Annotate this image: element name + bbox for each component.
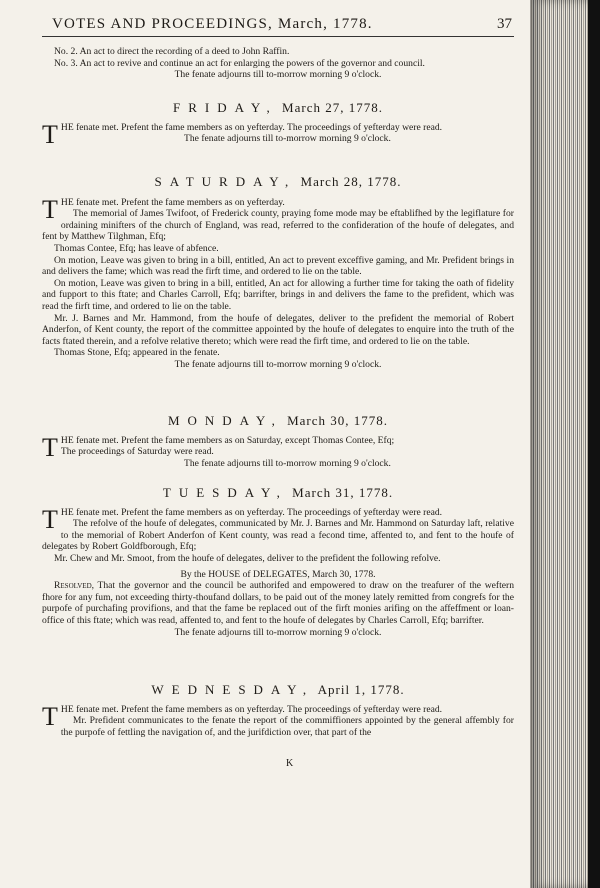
resolved-paragraph: Resolved, That the governor and the council be authorifed and empowered to draw on the treafurer of the weftern fhore for any fum, not exceeding thirty-thoufand dollars, to be paid out of the money lately remitted from congrefs for the purpofe of purchafing provifions, and that the fame be replaced out of the firft monies arifing on the affeffment or loan-office of this ftate; which was read, affented to, and fent to the houfe of delegates by Charles Carroll, Efq; barrifter. (42, 580, 514, 626)
paragraph: The refolve of the houfe of delegates, communicated by Mr. J. Barnes and Mr. Hammond on Saturday laft, relative to the memorial of Robert Anderfon of Kent county, was read a fecond time, affented to, and fent to the houfe of delegates by Robert Goldfborough, Efq; (42, 518, 514, 553)
drop-cap: T (42, 432, 58, 462)
adjourn-note: The fenate adjourns till to-morrow morning 9 o'clock. (174, 69, 382, 81)
resolved-word: Resolved, (54, 580, 95, 592)
saturday-section (42, 176, 514, 371)
day-heading (42, 415, 514, 427)
act-no-2: No. 2. An act to direct the recording of a deed to John Raffin. (54, 46, 290, 57)
drop-cap: T (42, 701, 58, 731)
day-heading (42, 102, 514, 114)
day-name: TUESDAY, (162, 485, 288, 500)
paragraph: Thomas Stone, Efq; appeared in the fenate. (54, 347, 220, 359)
friday-section (42, 100, 514, 149)
paragraph: The memorial of James Twifoot, of Frederick county, praying fome mode may be eftablifhed by the legiflature for ordaining minifters of the church of England, was read, referred to the confideration of the houfe of delegates, and fent by Matthew Tilghman, Efq; (42, 208, 514, 243)
paragraph: THE fenate met. Prefent the fame members as on yefterday. The proceedings of yefterday were read. (42, 701, 443, 731)
paragraph: THE fenate met. Prefent the fame members as on yefterday. The proceedings of yefterday were read. (42, 119, 443, 149)
day-heading (42, 487, 514, 499)
monday-section (42, 415, 514, 469)
header-title: VOTES AND PROCEEDINGS, March, 1778. (52, 16, 373, 32)
by-house-line: By the HOUSE of DELEGATES, March 30, 1778. (180, 568, 376, 580)
adjourn-note: The fenate adjourns till to-morrow morning 9 o'clock. (184, 133, 391, 145)
day-heading (42, 684, 514, 696)
paragraph: Mr. Prefident communicates to the fenate the report of the commiffioners appointed by the general affembly for the purpofe of fettling the navigation of, and the jurifdiction over, that part of the (60, 715, 514, 738)
day-date: March 30, 1778. (287, 413, 389, 428)
day-heading (42, 176, 514, 188)
top-acts (42, 46, 514, 81)
day-name: FRIDAY, (173, 100, 278, 115)
adjourn-note: The fenate adjourns till to-morrow morning 9 o'clock. (174, 626, 382, 638)
drop-cap: T (42, 119, 58, 149)
drop-cap: T (42, 194, 58, 224)
act-no-3: No. 3. An act to revive and continue an act for enlarging the powers of the governor and council. (54, 57, 425, 69)
page-number: 37 (497, 16, 512, 32)
adjourn-note: The fenate adjourns till to-morrow morning 9 o'clock. (184, 457, 391, 469)
running-header (42, 18, 514, 37)
day-date: March 31, 1778. (292, 485, 394, 500)
paragraph: Mr. J. Barnes and Mr. Hammond, from the houfe of delegates, deliver to the prefident the memorial of Robert Anderfon, of Kent county, the report of the committee appointed by the houfe of delegates to enquire into the truth of the facts ftated therein, and a refolve relative thereto; which were read the firft time, and ordered to lie on the table. (42, 312, 514, 347)
paragraph: On motion, Leave was given to bring in a bill, entitled, An act for allowing a further time for taking the oath of fidelity and fupport to this ftate; and Charles Carroll, Efq; barrifter, brings in and delivers the fame to the prefident, which was read the firft time, and ordered to lie on the table. (42, 277, 514, 312)
scan-border (588, 0, 600, 888)
paragraph: On motion, Leave was given to bring in a bill, entitled, An act to prevent exceffive gaming, and Mr. Prefident brings in and delivers the fame; which was read the firft time, and ordered to lie on the table. (42, 254, 514, 278)
day-name: SATURDAY, (154, 174, 297, 189)
adjourn-note: The fenate adjourns till to-morrow morning 9 o'clock. (174, 358, 382, 370)
day-name: MONDAY, (167, 413, 283, 428)
day-date: March 28, 1778. (300, 174, 402, 189)
paragraph: THE fenate met. Prefent the fame members as on yefterday. The proceedings of yefterday were read. (42, 504, 443, 534)
paragraph: THE fenate met. Prefent the fame members as on yefterday. (42, 194, 285, 224)
paragraph: THE fenate met. Prefent the fame members as on Saturday, except Thomas Contee, Efq; The proceedings of Saturday were read. (42, 432, 395, 462)
day-date: March 27, 1778. (282, 100, 383, 115)
signature-mark: K (286, 758, 294, 769)
drop-cap: T (42, 504, 58, 534)
day-date: April 1, 1778. (317, 682, 405, 697)
day-name: WEDNESDAY, (151, 682, 315, 697)
paragraph: Thomas Contee, Efq; has leave of abfence. (54, 242, 219, 254)
paragraph: Mr. Chew and Mr. Smoot, from the houfe of delegates, deliver to the prefident the following refolve. (54, 552, 441, 564)
tuesday-section (42, 487, 514, 638)
wednesday-section (42, 684, 514, 738)
